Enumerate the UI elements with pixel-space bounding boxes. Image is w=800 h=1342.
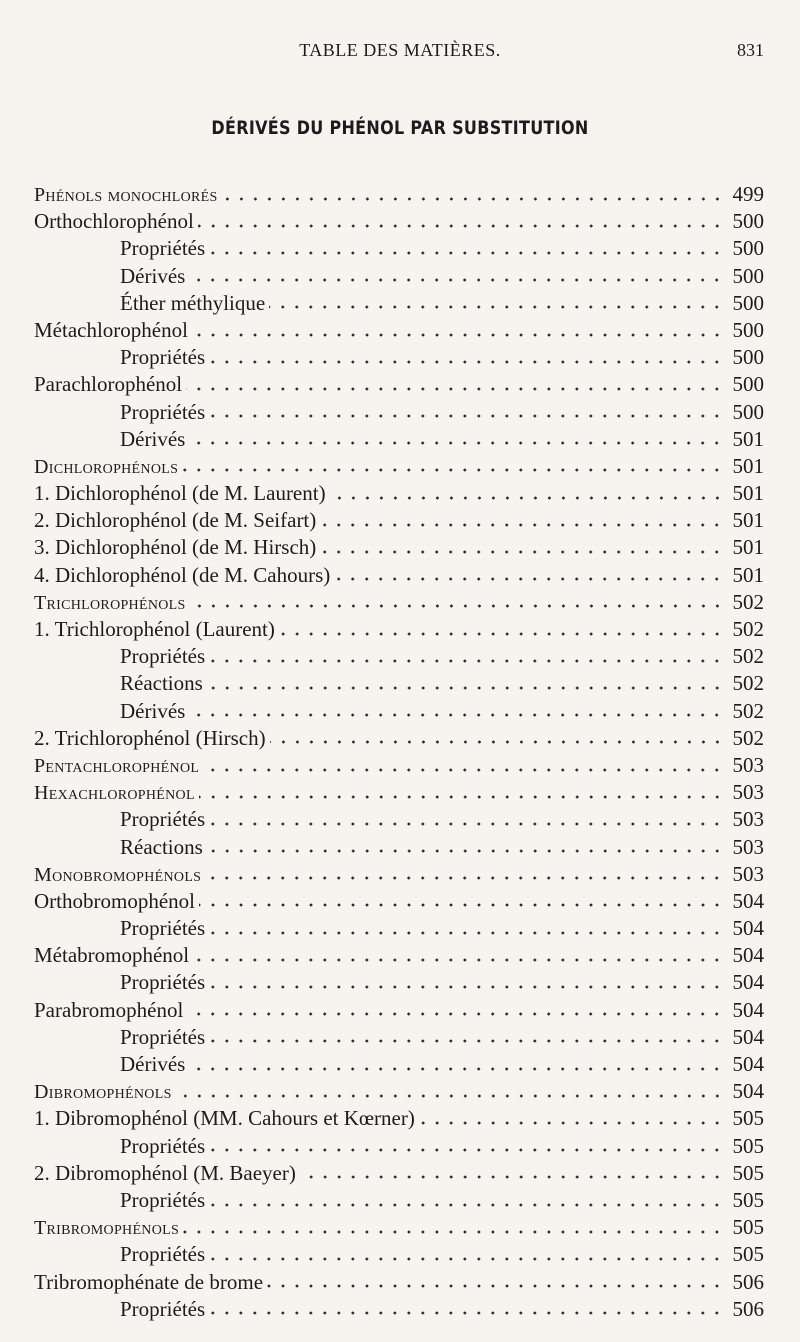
dot-leader: [209, 1309, 724, 1317]
dot-leader: [222, 195, 724, 203]
toc-entry-page: 504: [732, 943, 764, 968]
toc-entry-page: 503: [732, 807, 764, 832]
toc-entry: [34, 997, 764, 1024]
toc-entry-page: 504: [732, 1079, 764, 1104]
dot-leader: [270, 738, 724, 746]
toc-entry: [34, 942, 764, 969]
toc-entry: [34, 344, 764, 371]
dot-leader: [189, 1065, 724, 1073]
toc-entry-label: Propriétés: [120, 1133, 206, 1158]
toc-entry-label: 1. Dichlorophénol (de M. Laurent): [34, 481, 326, 506]
toc-entry-label: Orthobromophénol: [34, 888, 195, 913]
dot-leader: [320, 548, 724, 556]
toc-entry-label: 1. Trichlorophénol (Laurent): [34, 617, 275, 641]
toc-entry-label: 3. Dichlorophénol (de M. Hirsch): [34, 535, 317, 560]
toc-entry: [34, 969, 764, 996]
toc-entry: [34, 426, 764, 453]
dot-leader: [209, 249, 724, 257]
toc-entry: [34, 235, 764, 262]
toc-entry: [34, 562, 764, 589]
toc-entry: [34, 752, 764, 779]
dot-leader: [209, 1146, 724, 1154]
toc-entry-page: 502: [732, 617, 764, 641]
toc-entry-page: 505: [732, 1133, 764, 1158]
toc-entry-page: 502: [732, 589, 764, 614]
dot-leader: [190, 602, 724, 610]
dot-leader: [209, 1255, 724, 1263]
toc-entry: [34, 1296, 764, 1323]
dot-leader: [189, 276, 724, 284]
toc-entry: [34, 806, 764, 833]
toc-entry-page: 505: [732, 1160, 764, 1185]
toc-entry-label: Réactions: [120, 834, 203, 859]
toc-entry: [34, 670, 764, 697]
toc-entry: [34, 1051, 764, 1078]
toc-entry-label: Phénols monochlorés: [34, 184, 218, 206]
toc-entry-page: 504: [732, 888, 764, 913]
dot-leader: [209, 1037, 724, 1045]
toc-entry-page: 501: [732, 426, 764, 451]
dot-leader: [269, 303, 724, 311]
toc-entry: [34, 1133, 764, 1160]
toc-entry-label: Dérivés: [120, 698, 186, 723]
toc-entry-page: 506: [732, 1269, 764, 1294]
toc-entry: [34, 181, 764, 208]
toc-entry-page: 503: [732, 861, 764, 886]
toc-entry: [34, 480, 764, 507]
toc-entry-label: Dibromophénols: [34, 1081, 172, 1104]
toc-entry-label: Monobromophénols: [34, 863, 202, 886]
toc-entry: [34, 915, 764, 942]
toc-entry: [34, 1214, 764, 1241]
toc-entry-page: 500: [732, 290, 764, 315]
toc-entry: [34, 208, 764, 235]
toc-entry-label: Propriétés: [120, 970, 206, 995]
toc-entry-page: 504: [732, 1052, 764, 1076]
dot-leader: [199, 793, 724, 801]
toc-entry-label: Propriétés: [120, 1242, 206, 1267]
toc-entry-label: Propriétés: [120, 1187, 206, 1212]
toc-entry: [34, 1241, 764, 1268]
toc-entry-label: Hexachlorophénol: [34, 782, 195, 805]
dot-leader: [207, 847, 724, 855]
toc-entry: [34, 861, 764, 888]
dot-leader: [279, 630, 724, 638]
toc-entry-label: Métachlorophénol: [34, 317, 188, 342]
toc-entry-label: 2. Dibromophénol (M. Baeyer): [34, 1160, 296, 1185]
toc-entry-label: Orthochlorophénol: [34, 209, 194, 234]
toc-entry-label: Propriétés: [120, 807, 206, 832]
toc-entry-label: Propriétés: [120, 644, 206, 669]
toc-entry-label: Métabromophénol: [34, 943, 190, 968]
dot-leader: [209, 358, 724, 366]
toc-entry-page: 503: [732, 780, 764, 805]
running-title: TABLE DES MATIÈRES.: [299, 40, 501, 60]
dot-leader: [300, 1173, 724, 1181]
toc-entry-page: 503: [732, 752, 764, 777]
toc-entry-page: 505: [732, 1215, 764, 1240]
dot-leader: [189, 439, 724, 447]
dot-leader: [267, 1282, 724, 1290]
toc-entry-label: Parabromophénol: [34, 997, 184, 1022]
toc-entry-label: 1. Dibromophénol (MM. Cahours et Kœrner): [34, 1106, 415, 1131]
dot-leader: [186, 385, 724, 393]
toc-entry-page: 501: [732, 481, 764, 506]
toc-entry-label: Propriétés: [120, 1296, 206, 1321]
toc-entry: [34, 779, 764, 806]
toc-entry-page: 500: [732, 372, 764, 397]
toc-entry: [34, 1187, 764, 1214]
toc-entry-page: 500: [732, 345, 764, 370]
toc-entry-page: 505: [732, 1242, 764, 1267]
toc-entry-page: 502: [732, 644, 764, 669]
dot-leader: [209, 412, 724, 420]
dot-leader: [207, 684, 724, 692]
dot-leader: [209, 657, 724, 665]
toc-entry-page: 501: [732, 508, 764, 533]
toc-entry-page: 503: [732, 834, 764, 859]
toc-entry-label: Propriétés: [120, 399, 206, 424]
toc-entry-page: 500: [732, 317, 764, 342]
dot-leader: [334, 575, 724, 583]
toc-entry: [34, 263, 764, 290]
toc-entry-label: Parachlorophénol: [34, 372, 183, 397]
toc-entry-label: Dichlorophénols: [34, 455, 179, 478]
toc-entry-page: 500: [732, 209, 764, 234]
toc-entry-page: 500: [732, 263, 764, 288]
toc-entry-label: 4. Dichlorophénol (de M. Cahours): [34, 562, 331, 587]
toc-entry-label: Éther méthylique: [120, 290, 266, 315]
toc-entry: [34, 698, 764, 725]
dot-leader: [320, 521, 724, 529]
toc-entry: [34, 888, 764, 915]
toc-entry: [34, 290, 764, 317]
toc-entry-page: 504: [732, 1024, 764, 1049]
dot-leader: [193, 956, 724, 964]
dot-leader: [176, 1092, 724, 1100]
dot-leader: [205, 874, 724, 882]
toc-entry: [34, 371, 764, 398]
dot-leader: [419, 1119, 724, 1127]
toc-entry-label: Réactions: [120, 671, 203, 696]
toc-entry-label: Propriétés: [120, 236, 206, 261]
toc-entry-page: 506: [732, 1296, 764, 1321]
toc-entry-label: Propriétés: [120, 916, 206, 941]
dot-leader: [198, 222, 724, 230]
toc-entry: [34, 1024, 764, 1051]
toc-entry-label: Propriétés: [120, 1024, 206, 1049]
toc-entry: [34, 317, 764, 344]
dot-leader: [209, 929, 724, 937]
dot-leader: [182, 466, 724, 474]
toc-entry-page: 504: [732, 970, 764, 995]
toc-entry-page: 502: [732, 671, 764, 696]
dot-leader: [209, 820, 724, 828]
dot-leader: [183, 1228, 724, 1236]
toc-entry-label: Trichlorophénols: [34, 591, 186, 614]
toc-entry-page: 500: [732, 236, 764, 261]
section-heading: DÉRIVÉS DU PHÉNOL PAR SUBSTITUTION: [211, 116, 589, 139]
dot-leader: [189, 711, 724, 719]
toc-entry: [34, 1105, 764, 1132]
toc-entry-label: Pentachlorophénol: [34, 754, 200, 777]
toc-entry: [34, 616, 764, 643]
toc-entry: [34, 725, 764, 752]
toc-entry-label: 2. Trichlorophénol (Hirsch): [34, 725, 266, 750]
toc-entry-page: 502: [732, 698, 764, 723]
table-of-contents: [34, 181, 764, 1323]
toc-entry: [34, 534, 764, 561]
dot-leader: [209, 983, 724, 991]
toc-entry: [34, 453, 764, 480]
dot-leader: [330, 494, 724, 502]
toc-entry: [34, 643, 764, 670]
toc-entry: [34, 1269, 764, 1296]
toc-entry-page: 501: [732, 535, 764, 560]
toc-entry-label: Dérivés: [120, 263, 186, 288]
dot-leader: [187, 1010, 724, 1018]
toc-entry: [34, 1160, 764, 1187]
dot-leader: [203, 766, 724, 774]
toc-entry: [34, 834, 764, 861]
toc-entry-page: 502: [732, 725, 764, 750]
toc-entry-page: 501: [732, 453, 764, 478]
toc-entry-label: Dérivés: [120, 426, 186, 451]
toc-entry-page: 504: [732, 997, 764, 1022]
toc-entry: [34, 507, 764, 534]
toc-entry: [34, 589, 764, 616]
dot-leader: [192, 331, 724, 339]
toc-entry-page: 505: [732, 1187, 764, 1212]
dot-leader: [199, 901, 724, 909]
toc-entry-label: Tribromophénols: [34, 1217, 180, 1240]
toc-entry-label: 2. Dichlorophénol (de M. Seifart): [34, 508, 317, 533]
toc-entry-page: 500: [732, 399, 764, 424]
page-number: 831: [737, 40, 764, 60]
toc-entry-page: 505: [732, 1106, 764, 1131]
toc-entry: [34, 1078, 764, 1105]
page-header: [0, 40, 800, 70]
dot-leader: [209, 1201, 724, 1209]
toc-entry-label: Dérivés: [120, 1052, 186, 1076]
toc-entry-label: Tribromophénate de brome: [34, 1269, 264, 1294]
toc-entry-label: Propriétés: [120, 345, 206, 370]
toc-entry: [34, 399, 764, 426]
toc-entry-page: 501: [732, 562, 764, 587]
toc-entry-page: 504: [732, 916, 764, 941]
toc-entry-page: 499: [732, 182, 764, 206]
